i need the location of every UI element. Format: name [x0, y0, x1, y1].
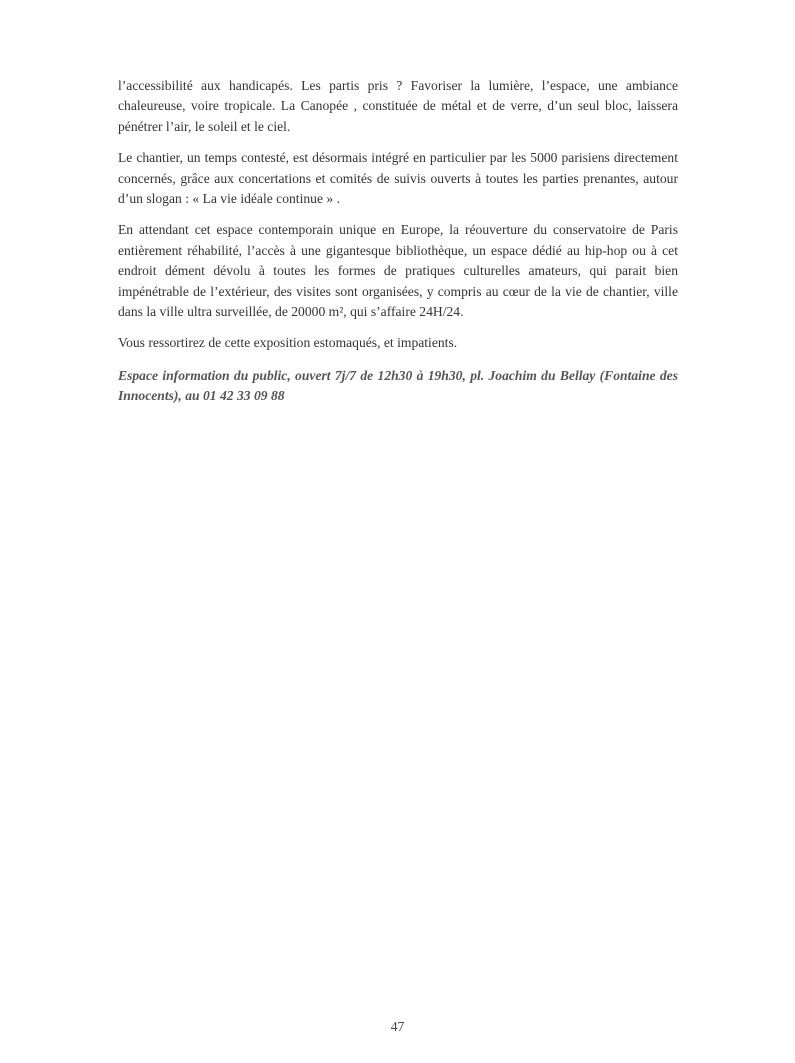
page-body: [118, 76, 678, 418]
page-number: 47: [390, 1019, 405, 1034]
paragraph-chantier: Le chantier, un temps contesté, est désormais intégré en particulier par les 5000 parisiens directement concernés, grâce aux concertations et comités de suivis ouverts à toutes les parties prenantes, autour d’un slogan : « La vie idéale continue » .: [118, 150, 678, 207]
paragraph-accessibility: l’accessibilité aux handicapés. Les partis pris ? Favoriser la lumière, l’espace, une ambiance chaleureuse, voire tropicale. La Canopée , constituée de métal et de verre, d’un seul bloc, laissera pénétrer l’air, le soleil et le ciel.: [118, 78, 678, 134]
paragraph-ressortirez: Vous ressortirez de cette exposition estomaqués, et impatients.: [118, 335, 458, 351]
paragraph-en-attendant: En attendant cet espace contemporain unique en Europe, la réouverture du conservatoire de Paris entièrement réhabilité, l’accès à une gigantesque bibliothèque, un espace dédié au hip-hop ou à cet endroit dément dévolu à toutes les formes de pratiques culturelles amateurs, qui parait bien impénétrable de l’extérieur, des visites sont organisées, y compris au cœur de la vie de chantier, ville dans la ville ultra surveillée, de 20000 m², qui s’affaire 24H/24.: [118, 222, 678, 320]
info-paragraph: Espace information du public, ouvert 7j/7 de 12h30 à 19h30, pl. Joachim du Bellay (Fontaine des Innocents), au 01 42 33 09 88: [118, 367, 678, 404]
